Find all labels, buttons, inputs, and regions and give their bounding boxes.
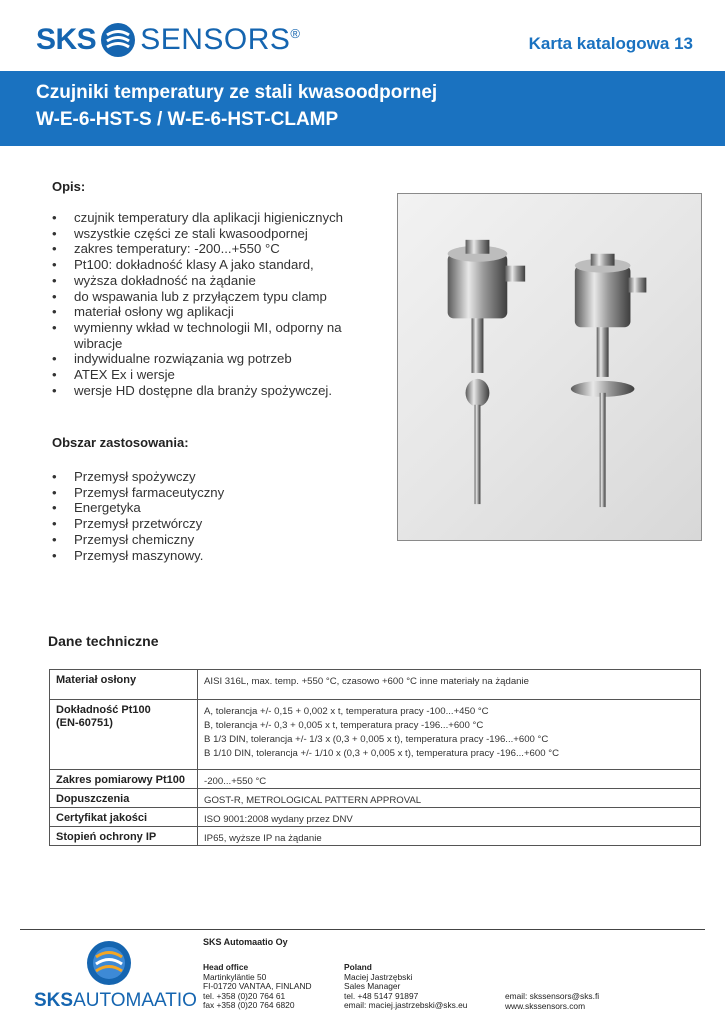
tech-value-line: B 1/3 DIN, tolerancja +/- 1/3 x (0,3 + 0,005 x t), temperatura pracy -196...+600 °C [204, 734, 549, 745]
logo-registered-mark: ® [290, 26, 300, 41]
tech-row [50, 788, 700, 807]
title-banner [0, 71, 725, 146]
footer-line: tel. +48 5147 91897 [344, 990, 419, 1001]
footer-line: Maciej Jastrzębski [344, 971, 413, 982]
applications-heading: Obszar zastosowania: [52, 435, 189, 450]
tech-row-value [198, 827, 700, 845]
tech-row-value [198, 808, 700, 826]
description-item: • Pt100: dokładność klasy A jako standard, [52, 257, 362, 273]
tech-value-line: GOST-R, METROLOGICAL PATTERN APPROVAL [204, 795, 422, 806]
tech-row-value [198, 789, 700, 807]
tech-row-label: Zakres pomiarowy Pt100 [50, 770, 198, 788]
applications-list [52, 469, 362, 563]
tech-row-label: Stopień ochrony IP [50, 827, 198, 845]
tech-data-table [49, 669, 701, 846]
tech-row [50, 826, 700, 845]
footer-line: email: maciej.jastrzebski@sks.eu [344, 1000, 468, 1011]
description-item: • indywidualne rozwiązania wg potrzeb [52, 351, 362, 367]
tech-row-value [198, 670, 700, 699]
footer-line: fax +358 (0)20 764 6820 [203, 1000, 295, 1011]
tech-row-label: Dokładność Pt100 (EN-60751) [50, 700, 198, 769]
tech-row [50, 670, 700, 699]
sks-automaatio-logo-icon [86, 940, 132, 986]
tech-value-line: ISO 9001:2008 wydany przez DNV [204, 814, 353, 825]
tech-value-line: IP65, wyższe IP na żądanie [204, 833, 322, 844]
tech-row-label: Certyfikat jakości [50, 808, 198, 826]
description-item: • wymienny wkład w technologii MI, odporny na wibracje [52, 320, 362, 351]
footer-head-office: Head office Martinkyläntie 50 FI-01720 VANTAA, FINLAND tel. +358 (0)20 764 61 fax +358 (0)20 764 6820 [203, 962, 312, 1011]
description-list [52, 210, 362, 398]
description-item: • materiał osłony wg aplikacji [52, 304, 362, 320]
footer-line: FI-01720 VANTAA, FINLAND [203, 981, 312, 992]
footer-line: www.skssensors.com [505, 1000, 586, 1011]
footer-logo-text: SKSAUTOMAATIO [34, 990, 197, 1011]
application-item: • Przemysł maszynowy. [52, 548, 362, 564]
tech-value-line: B, tolerancja +/- 0,3 + 0,005 x t, temperatura pracy -196...+600 °C [204, 720, 484, 731]
footer-poland: Poland Maciej Jastrzębski Sales Manager tel. +48 5147 91897 email: maciej.jastrzebski@sks.eu [344, 962, 468, 1011]
application-item: • Przemysł spożywczy [52, 469, 362, 485]
footer-line: Sales Manager [344, 981, 401, 992]
page-title: Czujniki temperatury ze stali kwasoodpornej [36, 82, 438, 103]
description-item: • czujnik temperatury dla aplikacji higienicznych [52, 210, 362, 226]
footer-divider [20, 929, 705, 930]
application-item: • Przemysł chemiczny [52, 532, 362, 548]
tech-row [50, 807, 700, 826]
catalog-card-number: Karta katalogowa 13 [528, 34, 693, 53]
description-heading: Opis: [52, 179, 86, 194]
description-item: • do wspawania lub z przyłączem typu clamp [52, 289, 362, 305]
sks-sensors-logo [36, 18, 300, 62]
tech-row [50, 769, 700, 788]
description-item: • ATEX Ex i wersje [52, 367, 362, 383]
logo-sks-text: SKS [36, 23, 97, 56]
temperature-sensors-illustration [398, 194, 701, 540]
sks-logo-icon [100, 22, 136, 58]
tech-row-value [198, 770, 700, 788]
tech-row [50, 699, 700, 769]
application-item: • Przemysł przetwórczy [52, 516, 362, 532]
tech-value-line: B 1/10 DIN, tolerancja +/- 1/10 x (0,3 + 0,005 x t), temperatura pracy -196...+600 °C [204, 748, 559, 759]
tech-row-value [198, 700, 700, 769]
footer-contact [505, 992, 599, 1011]
tech-value-line: A, tolerancja +/- 0,15 + 0,002 x t, temperatura pracy -100...+450 °C [204, 706, 489, 717]
tech-row-label: Materiał osłony [50, 670, 198, 699]
description-item: • wyższa dokładność na żądanie [52, 273, 362, 289]
footer-line: email: skssensors@sks.fi [505, 991, 600, 1001]
application-item: • Energetyka [52, 500, 362, 516]
tech-data-heading: Dane techniczne [48, 633, 159, 649]
footer-line: tel. +358 (0)20 764 61 [203, 990, 286, 1001]
footer-line: Martinkyläntie 50 [203, 971, 267, 982]
application-item: • Przemysł farmaceutyczny [52, 485, 362, 501]
description-item: • wszystkie części ze stali kwasoodpornej [52, 226, 362, 242]
description-item: • wersje HD dostępne dla branży spożywczej. [52, 383, 362, 399]
page-subtitle: W-E-6-HST-S / W-E-6-HST-CLAMP [36, 109, 339, 130]
logo-sensors-text: SENSORS [140, 23, 291, 56]
description-item: • zakres temperatury: -200...+550 °C [52, 241, 362, 257]
footer-company-name: SKS Automaatio Oy [203, 937, 288, 947]
sks-automaatio-logo [34, 940, 197, 1015]
tech-value-line: -200...+550 °C [204, 776, 267, 787]
product-photo [397, 193, 702, 541]
tech-value-line: AISI 316L, max. temp. +550 °C, czasowo +600 °C inne materiały na żądanie [204, 676, 529, 687]
tech-row-label: Dopuszczenia [50, 789, 198, 807]
